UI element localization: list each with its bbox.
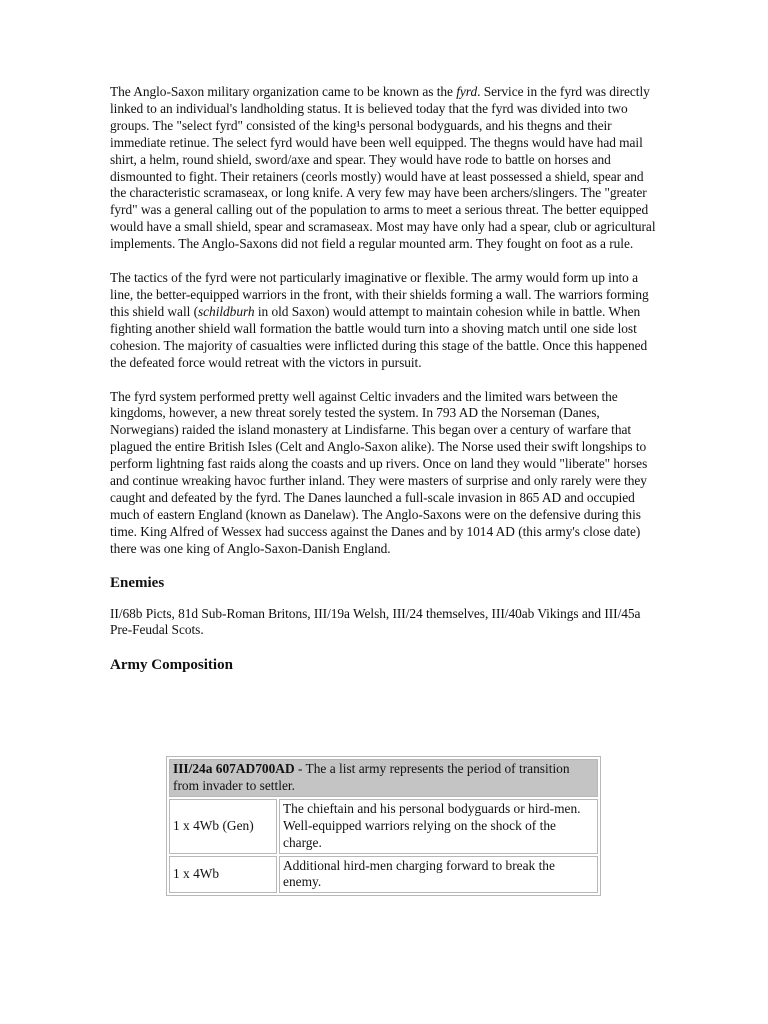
table-header-row: [169, 759, 598, 797]
enemies-list: II/68b Picts, 81d Sub-Roman Britons, III/19a Welsh, III/24 themselves, III/40ab Vikings and III/45a Pre-Feudal Scots.: [110, 605, 641, 638]
unit-cell: 1 x 4Wb (Gen): [169, 799, 277, 854]
paragraph-text: The Anglo-Saxon military organization came to be known as the: [110, 84, 457, 99]
table-row: [169, 799, 598, 854]
heading-army-composition: Army Composition: [110, 657, 233, 674]
document-body: [110, 84, 658, 890]
emphasis-schildburh: schildburh: [198, 303, 255, 319]
unit-cell: 1 x 4Wb: [169, 856, 277, 894]
paragraph-fyrd-organization: [110, 84, 658, 253]
paragraph-norse-threat: The fyrd system performed pretty well against Celtic invaders and the limited wars between the kingdoms, however, a new threat sorely tested the system. In 793 AD the Norseman (Danes, Norwegians) raided the island monastery at Lindisfarne. This began over a century of warfare that plagued the entire British Isles (Celt and Anglo-Saxon alike). The Norse used their swift longships to perform lightning fast raids along the coasts and up rivers. Once on land they would "liberate" horses and continue wreaking havoc further inland. They were masters of surprise and only rarely were they caught and defeated by the fyrd. The Danes launched a full-scale invasion in 865 AD and occupied much of eastern England (known as Danelaw). The Anglo-Saxons were on the defensive during this time. King Alfred of Wessex had success against the Danes and by 1014 AD (this army's close date) there was one king of Anglo-Saxon-Danish England.: [110, 388, 648, 556]
paragraph-text: . Service in the fyrd was directly linked to an individual's landholding status. It is believed today that the fyrd was divided into two groups. The "select fyrd" consisted of the king¹s personal bodyguards, and his thegns and their immediate retinue. The select fyrd would have been well equipped. The thegns would have had mail shirt, a helm, round shield, sword/axe and spear. They would have rode to battle on horses and dismounted to fight. Their retainers (ceorls mostly) would have at least possessed a shield, spear and the characteristic scramaseax, or long knife. A very few may have been archers/slingers. The "greater fyrd" was a general calling out of the population to arms to meet a serious threat. The better equipped would have a small shield, spear and scramaseax. Most may have only had a spear, club or agricultural implements. The Anglo-Saxons did not field a regular mounted arm. They fought on foot as a rule.: [110, 84, 656, 252]
description-cell: The chieftain and his personal bodyguards or hird-men. Well-equipped warriors relying on the shock of the charge.: [279, 799, 598, 854]
heading-enemies: Enemies: [110, 574, 165, 591]
description-cell: Additional hird-men charging forward to break the enemy.: [279, 856, 598, 894]
paragraph-text: in old Saxon) would attempt to maintain cohesion while in battle. When fighting another shield wall formation the battle would turn into a shoving match until one side lost cohesion. The majority of casualties were inflicted during this stage of the battle. Once this happened the defeated force would retreat with the victors in pursuit.: [110, 303, 648, 370]
army-list-code: III/24a 607AD700AD: [173, 761, 295, 776]
paragraph-fyrd-tactics: [110, 270, 658, 371]
army-list-description: - The a list army represents the period of transition from invader to settler.: [173, 761, 570, 793]
table-header-cell: [169, 759, 598, 797]
paragraph-text: The tactics of the fyrd were not particularly imaginative or flexible. The army would form up into a line, the better-equipped warriors in the front, with their shields forming a wall. The warriors forming this shield wall (: [110, 270, 649, 319]
army-composition-table: [166, 756, 601, 896]
table-row: [169, 856, 598, 894]
emphasis-fyrd: fyrd: [456, 84, 478, 99]
